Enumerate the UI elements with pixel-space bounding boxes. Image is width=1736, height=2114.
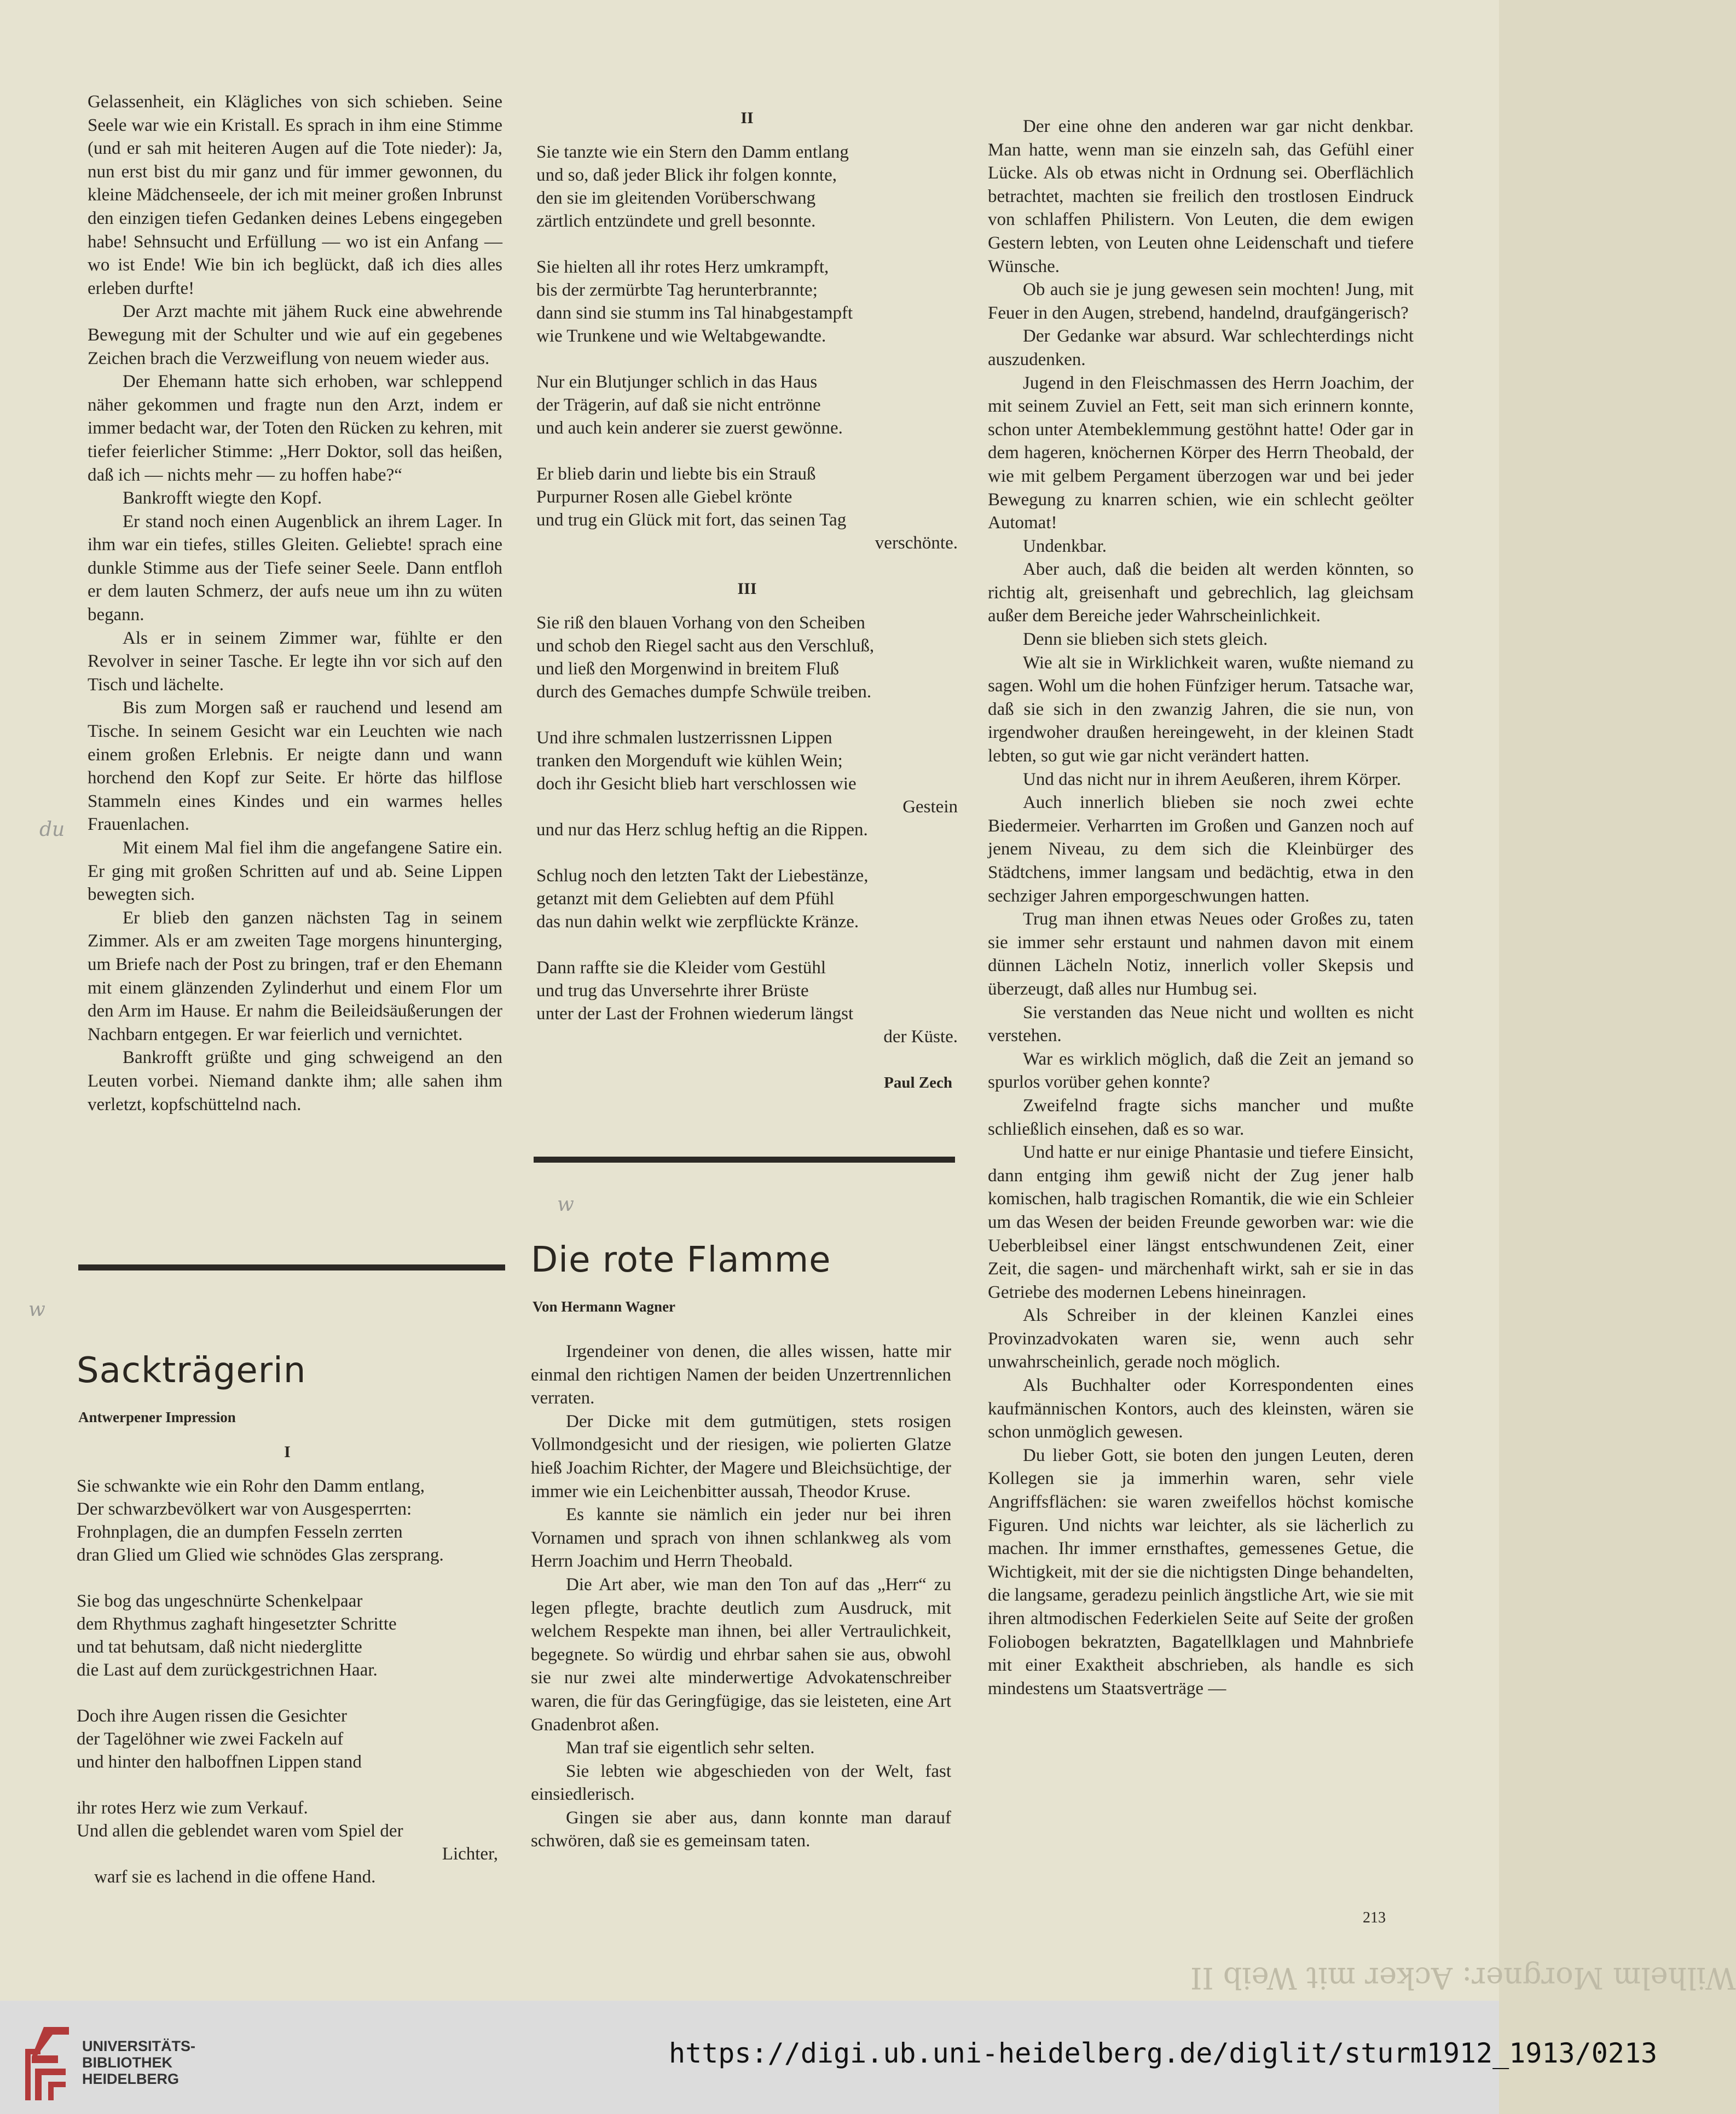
poem-line: den sie im gleitenden Vorüberschwang [536, 188, 816, 208]
story-paragraph: Der Gedanke war absurd. War schlechterdings nicht auszudenken. [988, 326, 1414, 369]
article-title-rote-flamme: Die rote Flamme [531, 1240, 831, 1280]
poem-stanza [77, 1705, 498, 1774]
poem-line: der Küste. [883, 1027, 958, 1047]
section-divider-rule [534, 1157, 955, 1163]
poem-line: das nun dahin welkt wie zerpflückte Kränze. [536, 912, 859, 932]
story-paragraph: Er blieb den ganzen nächsten Tag in seinem Zimmer. Als er am zweiten Tage morgens hinunterging, um Briefe nach der Post zu bringen, traf er den Ehemann mit einem glänzenden Zylinderhut und einem Flor um den Arm im Hause. Er nahm die Beileidsäußerungen der Nachbarn entgegen. Er war feierlich und vernichtet. [88, 908, 502, 1044]
story-paragraph: Wie alt sie in Wirklichkeit waren, wußte niemand zu sagen. Wohl um die hohen Fünfziger herum. Tatsache war, daß sie sich in den zwanzig Jahren, die sie nun, von irgendwoher draußen hereingeweht, in der kleinen Stadt lebten, so gut wie gar nicht verändert hatten. [988, 652, 1414, 766]
poem-line: dann sind sie stumm ins Tal hinabgestampft [536, 303, 853, 323]
poem-stanza [77, 1590, 498, 1682]
section-numeral: I [284, 1443, 291, 1461]
story-paragraph: Trug man ihnen etwas Neues oder Großes zu, taten sie immer sehr erstaunt und nahmen davon mit einem dünnen Lächeln Notiz, innerlich voller Skepsis und überzeugt, daß alles nur Humbug sei. [988, 909, 1414, 999]
margin-mark: du [39, 818, 65, 841]
story-paragraph: Als Buchhalter oder Korrespondenten eines kaufmännischen Kontors, auch des kleinsten, wären sie schon unmöglich gewesen. [988, 1376, 1414, 1442]
article-byline: Von Hermann Wagner [533, 1298, 676, 1315]
article-title-sacktraegerin: Sackträgerin [77, 1350, 306, 1391]
story-paragraph: Die Art aber, wie man den Ton auf das „Herr“ zu legen pflegte, brachte deutlich zum Ausdruck, mit welchem Respekte man ihnen, bei aller Vertraulichkeit, begegnete. So würdig und ehrbar sahen sie aus, obwohl sie nur zwei alte minderwertige Advokatenschreiber waren, die für das Geringfügige, das sie leisteten, eine Art Gnadenbrot aßen. [531, 1574, 951, 1735]
poem-line: durch des Gemaches dumpfe Schwüle treiben. [536, 682, 872, 702]
poem-line: Lichter, [442, 1844, 498, 1864]
poem-line: Und ihre schmalen lustzerrissnen Lippen [536, 728, 832, 748]
story-paragraph: Bankrofft grüßte und ging schweigend an den Leuten vorbei. Niemand dankte ihm; alle sahen ihm verletzt, kopfschüttelnd nach. [88, 1048, 502, 1114]
story-paragraph: Der Arzt machte mit jähem Ruck eine abwehrende Bewegung mit der Schulter und wie auf ein gegebenes Zeichen brach die Verzweiflung von neuem wieder aus. [88, 302, 502, 368]
poem-line: ihr rotes Herz wie zum Verkauf. [77, 1798, 308, 1818]
story-paragraph: Man traf sie eigentlich sehr selten. [566, 1738, 815, 1758]
story-paragraph: Der Ehemann hatte sich erhoben, war schleppend näher gekommen und fragte nun den Arzt, indem er immer bedacht war, der Toten den Rücken zu kehren, mit tiefer feierlicher Stimme: „Herr Doktor, soll das heißen, daß ich — nichts mehr — zu hoffen habe?“ [88, 372, 502, 485]
university-logo-icon [15, 2023, 76, 2105]
poem-line: Sie tanzte wie ein Stern den Damm entlang [536, 142, 849, 162]
story-paragraph: Bankrofft wiegte den Kopf. [123, 488, 322, 509]
poem-line: warf sie es lachend in die offene Hand. [94, 1867, 376, 1887]
library-footer [0, 2001, 1658, 2114]
margin-mark: w [28, 1298, 45, 1321]
poem-line: Purpurner Rosen alle Giebel krönte [536, 487, 792, 507]
story-paragraph: Als Schreiber in der kleinen Kanzlei eines Provinzadvokaten waren sie, wenn auch sehr unwahrscheinlich, gerade noch möglich. [988, 1306, 1414, 1372]
story-paragraph: Und hatte er nur einige Phantasie und tiefere Einsicht, dann entging ihm gewiß nicht der Zug jener halb komischen, halb tragischen Romantik, die wie ein Schleier um das Wesen der beiden Freunde geworben war: wie die Ueberbleibsel einer längst entschwundenen Zeit, einer Zeit, die sagen- und märchenhaft wirkt, sah er sie in das Getriebe des modernen Lebens hineinragen. [988, 1142, 1414, 1302]
poem-line: bis der zermürbte Tag herunterbrannte; [536, 280, 818, 300]
story-paragraph: Zweifelnd fragte sichs mancher und mußte schließlich einsehen, daß es so war. [988, 1095, 1414, 1139]
story-paragraph: Sie lebten wie abgeschieden von der Welt, fast einsiedlerisch. [531, 1761, 951, 1805]
story-paragraph: Der eine ohne den anderen war gar nicht denkbar. Man hatte, wenn man sie einzeln sah, das Gefühl einer Lücke. Als ob etwas nicht in Ordnung sei. Oberflächlich betrachtet, machten sie freilich den trostlosen Eindruck von schlaffen Philistern. Von Leuten, die dem ewigen Gestern lebten, von Leuten ohne Leidenschaft und tiefere Wünsche. [988, 117, 1414, 276]
poem-line: unter der Last der Frohnen wiederum längst [536, 1004, 854, 1024]
section-numeral: II [740, 109, 754, 127]
poem-line: und trug das Unversehrte ihrer Brüste [536, 981, 809, 1001]
story-paragraph: Auch innerlich blieben sie noch zwei echte Biedermeier. Verharrten im Großen und Ganzen noch auf jenem Niveau, zu dem sich die Kleinbürger des Städtchens, immer langsam und bedächtig, etwa in den sechziger Jahren emporgeschwungen hatten. [988, 793, 1414, 906]
story-paragraph: Undenkbar. [1023, 536, 1107, 556]
poem-line: und nur das Herz schlug heftig an die Rippen. [536, 820, 868, 840]
column-left-story [88, 90, 502, 1116]
story-paragraph: Du lieber Gott, sie boten den jungen Leuten, deren Kollegen sie ja immerhin waren, sehr viele Angriffsflächen: sie waren zweifellos höchst komische Figuren. Und nichts war leichter, als sie lächerlich zu machen. Ihr immer ernsthaftes, gemessenes Getue, die Wichtigkeit, mit der sie die nichtigsten Dinge behandelten, die langsame, geradezu peinlich ängstliche Art, wie sie mit ihren altmodischen Federkielen Seite auf Seite der großen Foliobogen bekratzten, Bagatellklagen und Mahnbriefe mit einer Exaktheit abschrieben, als handle es sich mindestens um Staatsverträge — [988, 1445, 1414, 1699]
story-paragraph: Es kannte sie nämlich ein jeder nur bei ihren Vornamen und sprach von ihnen schlankweg als vom Herrn Joachim und Herrn Theobald. [531, 1505, 951, 1572]
poem-sacktraegerin [77, 1441, 498, 1911]
section-divider-rule [78, 1264, 505, 1270]
poem-line: verschönte. [875, 533, 958, 553]
poem-line: Doch ihre Augen rissen die Gesichter [77, 1706, 347, 1726]
poem-line: Der schwarzbevölkert war von Ausgesperrten: [77, 1499, 412, 1519]
article-subtitle: Antwerpener Impression [78, 1409, 236, 1425]
story-paragraph: Als er in seinem Zimmer war, fühlte er den Revolver in seiner Tasche. Er legte ihn vor sich auf den Tisch und lächelte. [88, 628, 502, 695]
poem-line: zärtlich entzündete und grell besonnte. [536, 211, 816, 231]
poem-stanza [536, 956, 958, 1048]
bleed-through-text: Wilhelm Morgner: Acker mit Weib II [1190, 1961, 1736, 1995]
story-paragraph: Mit einem Mal fiel ihm die angefangene Satire ein. Er ging mit großen Schritten auf und ab. Seine Lippen bewegten sich. [88, 838, 502, 905]
poem-line: doch ihr Gesicht blieb hart verschlossen wie [536, 774, 857, 794]
poem-line: Nur ein Blutjunger schlich in das Haus [536, 372, 818, 392]
section-numeral: III [737, 580, 757, 598]
poem-line: tranken den Morgenduft wie kühlen Wein; [536, 751, 843, 771]
story-paragraph: Denn sie blieben sich stets gleich. [1023, 629, 1268, 650]
poem-line: und schob den Riegel sacht aus den Verschluß, [536, 636, 875, 656]
poem-stanza [536, 463, 958, 555]
poem-continuation [536, 107, 958, 1094]
poem-line: der Trägerin, auf daß sie nicht entrönne [536, 395, 821, 415]
poem-stanza [536, 726, 958, 841]
poem-line: und ließ den Morgenwind in breitem Fluß [536, 659, 839, 679]
story-paragraph: Und das nicht nur in ihrem Aeußeren, ihrem Körper. [1023, 769, 1401, 789]
story-paragraph: Bis zum Morgen saß er rauchend und lesend am Tische. In seinem Gesicht war ein Leuchten wie nach einem großen Erlebnis. Er neigte dann und wann horchend den Kopf zur Seite. Er hörte das hilflose Stammeln eines Kindes und ein warmes helles Frauenlachen. [88, 698, 502, 835]
poem-line: und auch kein anderer sie zuerst gewönne. [536, 418, 843, 438]
story-paragraph: Irgendeiner von denen, die alles wissen, hatte mir einmal den richtigen Namen der beiden Unzertrennlichen verraten. [531, 1342, 951, 1408]
poem-line: dran Glied um Glied wie schnödes Glas zersprang. [77, 1545, 444, 1565]
poem-line: und tat behutsam, daß nicht niederglitte [77, 1637, 362, 1657]
poem-stanza [536, 141, 958, 233]
poem-stanza [77, 1475, 498, 1567]
poem-line: getanzt mit dem Geliebten auf dem Pfühl [536, 889, 835, 909]
poem-stanza [536, 256, 958, 348]
permalink-url[interactable]: https://digi.ub.uni-heidelberg.de/diglit/sturm1912_1913/0213 [669, 2037, 1658, 2069]
poem-stanza [77, 1797, 498, 1888]
institution-line: BIBLIOTHEK [82, 2054, 172, 2071]
story-paragraph: War es wirklich möglich, daß die Zeit an jemand so spurlos vorüber gehen konnte? [988, 1049, 1414, 1093]
margin-mark: w [557, 1193, 574, 1216]
poem-line: wie Trunkene und wie Weltabgewandte. [536, 326, 826, 346]
poem-line: Sie hielten all ihr rotes Herz umkrampft, [536, 257, 829, 277]
poem-line: dem Rhythmus zaghaft hingesetzter Schritte [77, 1614, 397, 1634]
story-paragraph: Aber auch, daß die beiden alt werden könnten, so richtig alt, greisenhaft und gebrechlich, lag gleichsam außer dem Bereiche jeder Wahrscheinlichkeit. [988, 559, 1414, 626]
poem-line: Dann raffte sie die Kleider vom Gestühl [536, 958, 826, 978]
poem-line: die Last auf dem zurückgestrichnen Haar. [77, 1660, 378, 1680]
story-paragraph: Der Dicke mit dem gutmütigen, stets rosigen Vollmondgesicht und der riesigen, wie polierten Glatze hieß Joachim Richter, der Magere und Bleichsüchtige, der immer wie ein Leichenbitter aussah, Theodor Kruse. [531, 1411, 951, 1501]
story-paragraph: Jugend in den Fleischmassen des Herrn Joachim, der mit seinem Zuviel an Fett, seit man sich erinnern konnte, schon unter Atembeklemmung gestöhnt hatte! Oder gar in dem hageren, knöchernen Körper des Herrn Theobald, der wie mit gelbem Pergament überzogen war und bei jeder Bewegung zu knarren schien, wie ein schlecht geölter Automat! [988, 373, 1414, 533]
poem-line: der Tagelöhner wie zwei Fackeln auf [77, 1729, 344, 1749]
story-paragraph: Er stand noch einen Augenblick an ihrem Lager. In ihm war ein tiefes, stilles Gleiten. Geliebte! sprach eine dunkle Stimme aus der Tiefe seiner Seele. Dann entfloh er dem lauten Schmerz, der aufs neue um ihn zu wüten begann. [88, 511, 502, 625]
story-paragraph: Sie verstanden das Neue nicht und wollten es nicht verstehen. [988, 1002, 1414, 1046]
poem-line: Gestein [902, 797, 958, 817]
poem-line: und trug ein Glück mit fort, das seinen Tag [536, 510, 847, 530]
poem-stanza [536, 371, 958, 440]
poem-line: Und allen die geblendet waren vom Spiel der [77, 1821, 403, 1841]
story-rote-flamme [531, 1340, 951, 1853]
page-number: 213 [1363, 1909, 1386, 1926]
poem-line: Schlug noch den letzten Takt der Liebestänze, [536, 866, 869, 886]
institution-line: UNIVERSITÄTS- [82, 2038, 196, 2054]
poem-line: Er blieb darin und liebte bis ein Strauß [536, 464, 816, 484]
poem-line: Sie schwankte wie ein Rohr den Damm entlang, [77, 1476, 425, 1496]
poem-line: und hinter den halboffnen Lippen stand [77, 1752, 362, 1772]
poem-stanza [536, 864, 958, 933]
poem-stanza [536, 611, 958, 703]
story-paragraph: Gingen sie aber aus, dann konnte man darauf schwören, daß sie es gemeinsam taten. [531, 1807, 951, 1851]
story-paragraph: Ob auch sie je jung gewesen sein mochten! Jung, mit Feuer in den Augen, strebend, handelnd, draufgängerisch? [988, 280, 1414, 323]
poem-line: Frohnplagen, die an dumpfen Fesseln zerrten [77, 1522, 403, 1542]
poem-line: Sie riß den blauen Vorhang von den Scheiben [536, 613, 865, 633]
institution-name [82, 2038, 195, 2087]
poem-author: Paul Zech [884, 1074, 952, 1091]
poem-line: Sie bog das ungeschnürte Schenkelpaar [77, 1591, 363, 1611]
story-paragraph: Gelassenheit, ein Klägliches von sich schieben. Seine Seele war wie ein Kristall. Es sprach in ihm eine Stimme (und er sah mit heiteren Augen auf die Tote nieder): Ja, nun erst bist du mir ganz und für immer gewonnen, du kleine Mädchenseele, der ich mit meiner großen Inbrunst den einzigen tiefen Gedanken deines Lebens eingegeben habe! Sehnsucht und Erfüllung — wo ist ein Anfang — wo ist Ende! Wie bin ich beglückt, daß ich dies alles erleben durfte! [88, 92, 502, 298]
institution-line: HEIDELBERG [82, 2071, 180, 2087]
poem-line: und so, daß jeder Blick ihr folgen konnte, [536, 165, 837, 185]
column-right-story [988, 115, 1414, 1700]
